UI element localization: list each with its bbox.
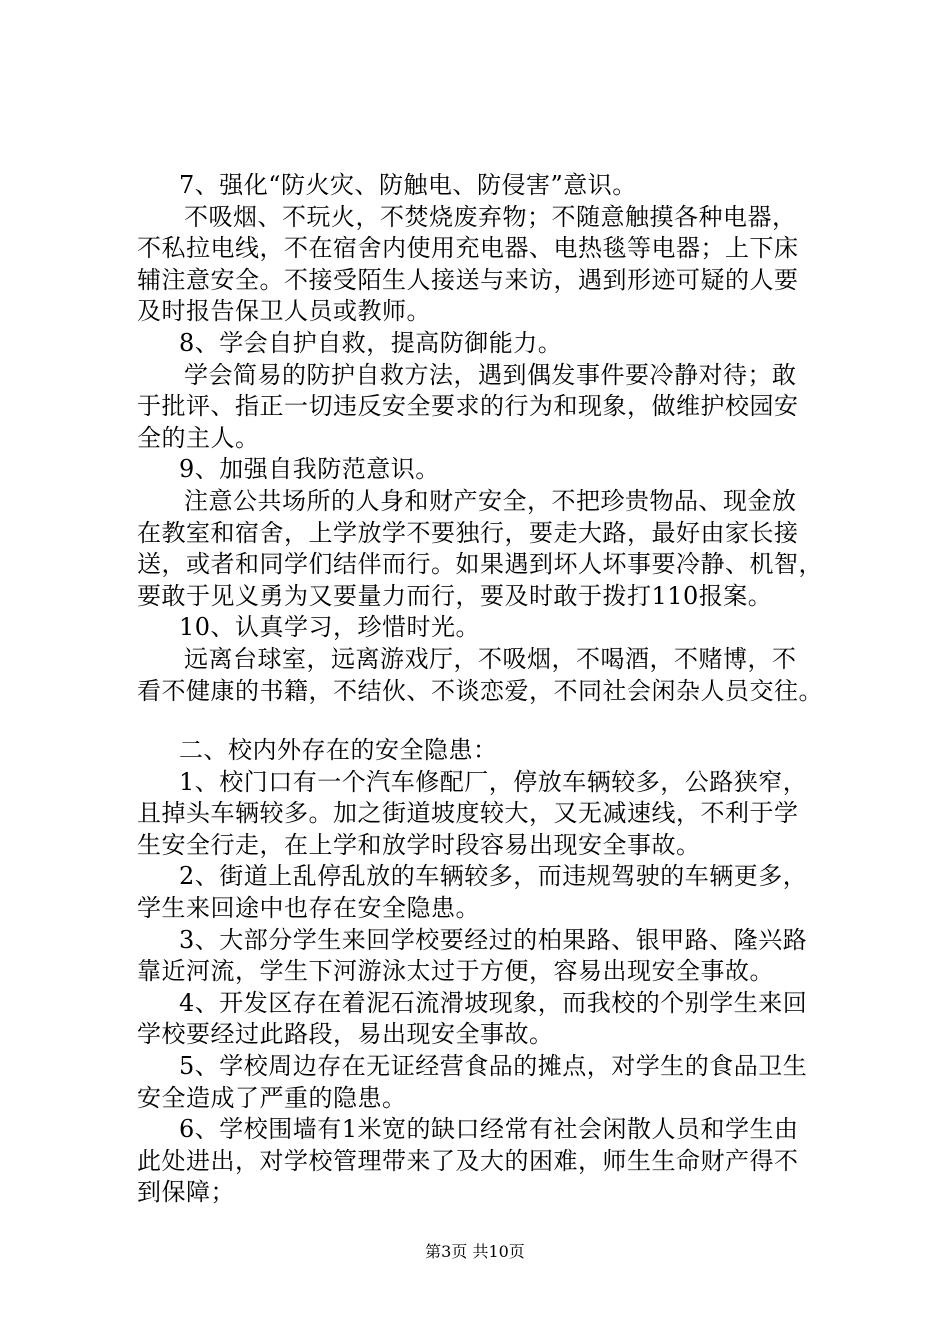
list-item-line: 学校要经过此路段，易出现安全事故。 (137, 1020, 554, 1049)
list-item-line: 到保障； (137, 1178, 235, 1207)
paragraph-line: 于批评、指正一切违反安全要求的行为和现象，做维护校园安 (137, 392, 799, 421)
paragraph-line: 不私拉电线，不在宿舍内使用充电器、电热毯等电器；上下床 (137, 234, 799, 263)
paragraph-line: 全的主人。 (137, 423, 260, 452)
paragraph-line: 注意公共场所的人身和财产安全，不把珍贵物品、现金放 (184, 486, 797, 515)
part-heading: 二、校内外存在的安全隐患： (179, 736, 498, 765)
section-heading-8: 8、学会自护自救，提高防御能力。 (179, 328, 563, 357)
list-item-line: 学生来回途中也存在安全隐患。 (137, 894, 480, 923)
paragraph-line: 及时报告保卫人员或教师。 (137, 297, 431, 326)
blank-spacer (137, 707, 857, 735)
document-body (137, 170, 857, 1209)
list-item-line: 2、街道上乱停乱放的车辆较多，而违规驾驶的车辆更多， (179, 862, 808, 891)
section-heading-7: 7、强化“防火灾、防触电、防侵害”意识。 (179, 171, 637, 199)
paragraph-line: 不吸烟、不玩火，不焚烧废弃物；不随意触摸各种电器， (184, 202, 797, 231)
list-item-line: 靠近河流，学生下河游泳太过于方便，容易出现安全事故。 (137, 957, 774, 986)
paragraph-line: 辅注意安全。不接受陌生人接送与来访，遇到形迹可疑的人要 (137, 265, 799, 294)
list-item-line: 4、开发区存在着泥石流滑坡现象，而我校的个别学生来回 (179, 988, 808, 1017)
list-item-line: 6、学校围墙有1米宽的缺口经常有社会闲散人员和学生由 (179, 1115, 799, 1144)
list-item-line: 此处进出，对学校管理带来了及大的困难，师生生命财产得不 (137, 1146, 799, 1175)
paragraph-line: 在教室和宿舍，上学放学不要独行，要走大路，最好由家长接 (137, 518, 799, 547)
list-item-line: 生安全行走，在上学和放学时段容易出现安全事故。 (137, 830, 701, 859)
list-item-line: 1、校门口有一个汽车修配厂，停放车辆较多，公路狭窄， (179, 767, 808, 796)
paragraph-line: 送，或者和同学们结伴而行。如果遇到坏人坏事要冷静、机智， (137, 550, 823, 579)
list-item-line: 5、学校周边存在无证经营食品的摊点，对学生的食品卫生 (179, 1052, 808, 1081)
paragraph-line: 远离台球室，远离游戏厅，不吸烟，不喝酒，不赌博，不 (184, 644, 797, 673)
section-heading-10: 10、认真学习，珍惜时光。 (179, 613, 481, 642)
paragraph-line: 学会简易的防护自救方法，遇到偶发事件要冷静对待；敢 (184, 360, 797, 389)
paragraph-line: 看不健康的书籍，不结伙、不谈恋爱，不同社会闲杂人员交往。 (137, 676, 823, 705)
section-heading-9: 9、加强自我防范意识。 (179, 455, 440, 484)
list-item-line: 且掉头车辆较多。加之街道坡度较大，又无减速线，不利于学 (137, 799, 799, 828)
list-item-line: 安全造成了严重的隐患。 (137, 1083, 407, 1112)
list-item-line: 3、大部分学生来回学校要经过的柏果路、银甲路、隆兴路 (179, 925, 808, 954)
paragraph-line: 要敢于见义勇为又要量力而行，要及时敢于拨打110报案。 (137, 581, 773, 610)
page-number-footer: 第3页 共10页 (425, 1242, 525, 1261)
